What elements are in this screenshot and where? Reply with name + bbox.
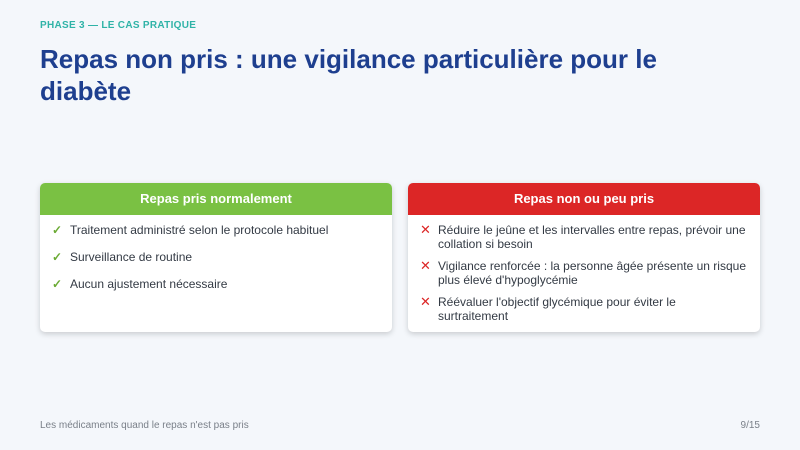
card-repas-non-pris (408, 183, 760, 332)
check-icon: ✓ (52, 277, 63, 291)
list-item-text: Aucun ajustement nécessaire (70, 277, 228, 291)
list-item (420, 223, 748, 251)
page-number: 9/15 (740, 420, 760, 431)
list-item (52, 223, 380, 237)
check-icon: ✓ (52, 223, 63, 237)
slide-title: Repas non pris : une vigilance particulière pour le diabète (40, 44, 657, 106)
footer-caption: Les médicaments quand le repas n'est pas pris (40, 420, 249, 431)
card-header: Repas pris normalement (40, 183, 392, 215)
list-item-text: Traitement administré selon le protocole habituel (70, 223, 329, 237)
card-body (408, 215, 760, 323)
cross-icon: ✕ (420, 258, 431, 273)
list-item-text: Réduire le jeûne et les intervalles entre repas, prévoir une collation si besoin (438, 223, 746, 251)
list-item-text: Surveillance de routine (70, 250, 193, 264)
cross-icon: ✕ (420, 222, 431, 237)
list-item-text: Vigilance renforcée : la personne âgée présente un risque plus élevé d'hypoglycémie (438, 259, 746, 287)
list-item-text: Réévaluer l'objectif glycémique pour éviter le surtraitement (438, 295, 676, 323)
list-item (420, 295, 748, 323)
list-item (52, 250, 380, 264)
list-item (52, 277, 380, 291)
cross-icon: ✕ (420, 294, 431, 309)
list-item (420, 259, 748, 287)
check-icon: ✓ (52, 250, 63, 264)
card-header: Repas non ou peu pris (408, 183, 760, 215)
phase-label: PHASE 3 — LE CAS PRATIQUE (40, 20, 197, 31)
card-repas-pris (40, 183, 392, 332)
card-body (40, 215, 392, 291)
